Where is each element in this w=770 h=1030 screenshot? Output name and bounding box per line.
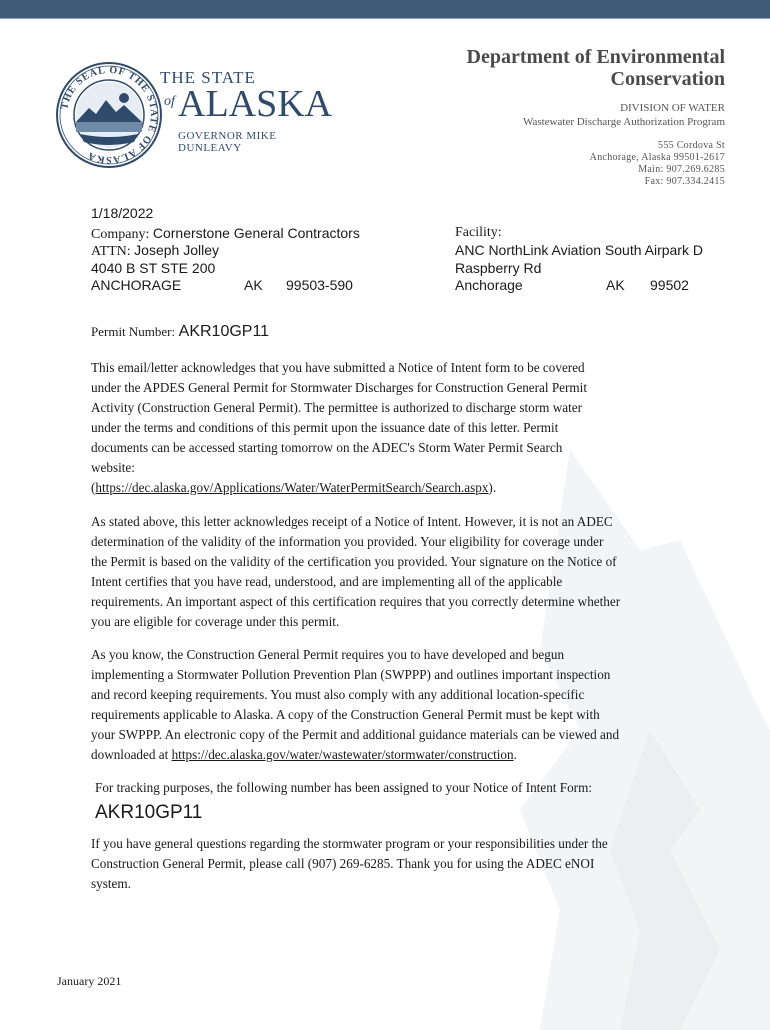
footer-date: January 2021 bbox=[57, 974, 122, 988]
state-line: THE STATE bbox=[160, 68, 256, 87]
state-of-alaska-logo bbox=[160, 68, 340, 154]
facility-street: Raspberry Rd bbox=[455, 260, 542, 276]
division-name: DIVISION OF WATER bbox=[620, 102, 725, 114]
facility-zip: 99502 bbox=[650, 277, 689, 293]
program-name: Wastewater Discharge Authorization Program bbox=[522, 116, 725, 128]
header-bar bbox=[0, 0, 770, 18]
governor-line: GOVERNOR MIKE DUNLEAVY bbox=[178, 130, 277, 154]
paragraph-determination: As stated above, this letter acknowledges receipt of a Notice of Intent. However, it is not an ADEC determination of the validity of the information you provided. Your eligibility for coverage under the Permit is based on the validity of the certification you provided. Your signature on the Notice of Intent certifies that you have read, understood, and are implementing all of the applicable requirements. An important aspect of this certification requires that you correctly determine whether you are eligible for coverage under this permit. bbox=[91, 514, 621, 629]
recipient-state: AK bbox=[244, 277, 263, 293]
paragraph-swppp: As you know, the Construction General Permit requires you to have developed and begun implementing a Stormwater Pollution Prevention Plan (SWPPP) and outlines important inspection and record keeping requirements. You must also comply with any additional location-specific requirements applicable to Alaska. A copy of the Construction General Permit must be kept with your SWPPP. An electronic copy of the Permit and additional guidance materials can be viewed and downloaded at https://dec.alaska.gov/water/wastewater/stormwater/construction. bbox=[91, 645, 691, 765]
facility-state: AK bbox=[606, 277, 625, 293]
tracking-number: AKR10GP11 bbox=[95, 802, 203, 823]
permit-number-line: Permit Number: AKR10GP11 bbox=[91, 323, 270, 340]
paragraph-questions: If you have general questions regarding the stormwater program or your responsibilities under the Construction General Permit, please call (907) 269-6285. Thank you for using the ADEC eNOI system. bbox=[91, 836, 608, 891]
recipient-street: 4040 B ST STE 200 bbox=[91, 260, 216, 276]
attn-name: Joseph Jolley bbox=[134, 242, 219, 258]
tracking-text: For tracking purposes, the following number has been assigned to your Notice of Intent Form: bbox=[95, 780, 592, 795]
of-word: of bbox=[164, 94, 175, 109]
permit-search-link[interactable]: https://dec.alaska.gov/Applications/Water/WaterPermitSearch/Search.aspx bbox=[95, 480, 489, 495]
recipient-zip: 99503-590 bbox=[286, 277, 353, 293]
permit-number: AKR10GP11 bbox=[178, 323, 270, 340]
construction-link-line: downloaded at https://dec.alaska.gov/water/wastewater/stormwater/construction. bbox=[91, 747, 517, 762]
header-divider bbox=[0, 18, 770, 19]
state-seal-logo bbox=[54, 60, 164, 170]
facility-city: Anchorage bbox=[455, 277, 523, 293]
alaska-wordmark: ALASKA bbox=[178, 83, 333, 125]
attn-line: ATTN: Joseph Jolley bbox=[91, 242, 219, 259]
company-name: Cornerstone General Contractors bbox=[152, 225, 360, 241]
letter-date: 1/18/2022 bbox=[91, 205, 154, 221]
facility-name: ANC NorthLink Aviation South Airpark D bbox=[455, 242, 703, 258]
facility-label: Facility: bbox=[455, 225, 502, 240]
svg-text:THE SEAL OF THE STATE OF ALASK: THE SEAL OF THE STATE OF ALASKA bbox=[59, 64, 160, 166]
department-title: Department of Environmental Conservation bbox=[466, 46, 725, 90]
permit-search-link-line: (https://dec.alaska.gov/Applications/Water/WaterPermitSearch/Search.aspx). bbox=[91, 480, 497, 495]
division-block bbox=[405, 101, 725, 129]
construction-permit-link[interactable]: https://dec.alaska.gov/water/wastewater/stormwater/construction bbox=[171, 747, 514, 762]
company-line: Company: Cornerstone General Contractors bbox=[91, 225, 360, 242]
recipient-city: ANCHORAGE bbox=[91, 277, 182, 293]
paragraph-acknowledgement: This email/letter acknowledges that you have submitted a Notice of Intent form to be covered under the APDES General Permit for Stormwater Discharges for Construction General Permit Activity (Construction General Permit). The permittee is authorized to discharge storm water under the terms and conditions of this permit upon the issuance date of this letter. Permit documents can be accessed starting tomorrow on the ADEC's Storm Water Permit Search website: (https://dec.alaska.gov/Applications/Water/WaterPermitSearch/Search.aspx). bbox=[91, 358, 691, 498]
department-address: 555 Cordova St Anchorage, Alaska 99501-2617 Main: 907.269.6285 Fax: 907.334.2415 bbox=[589, 140, 725, 187]
